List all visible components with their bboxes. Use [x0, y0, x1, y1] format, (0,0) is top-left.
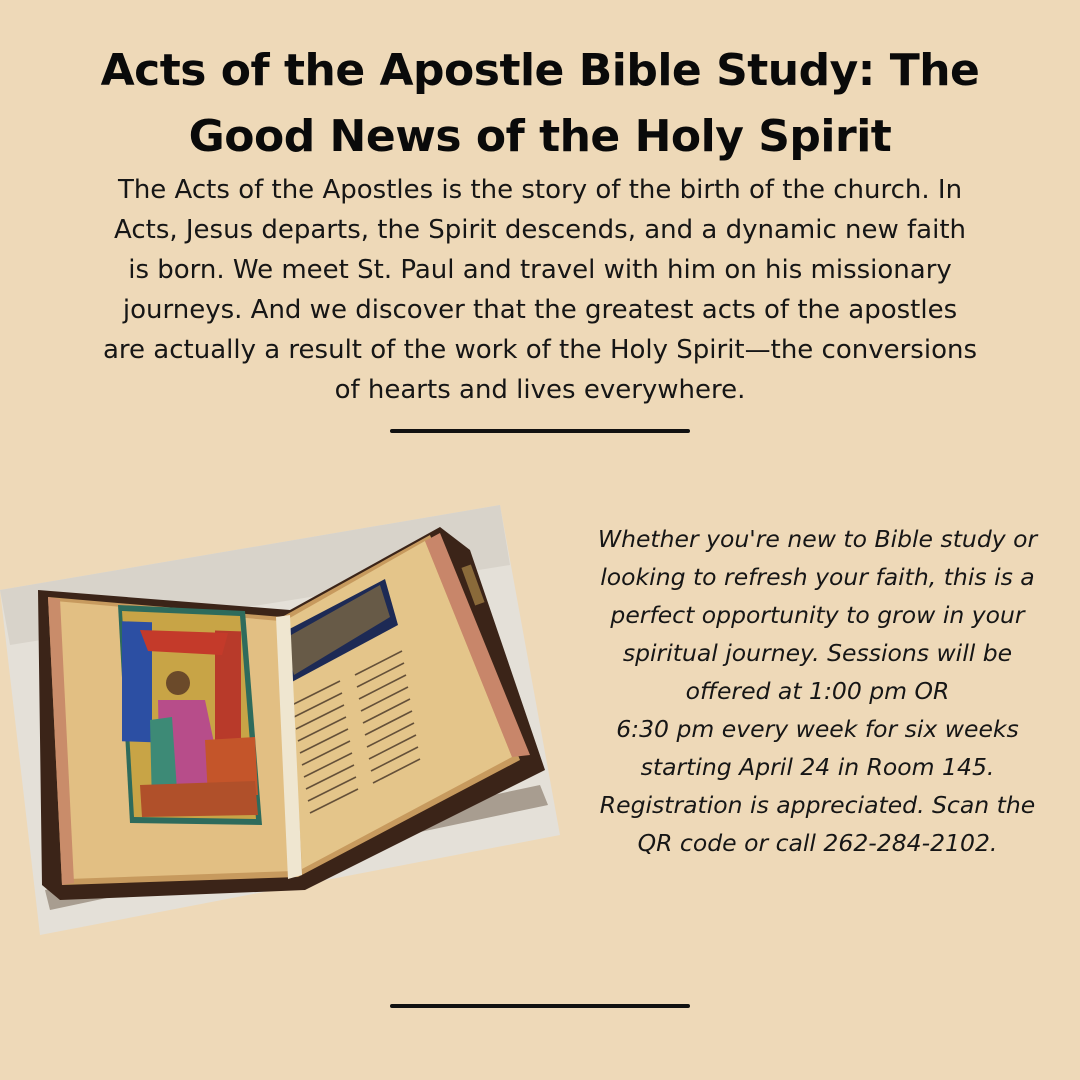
details-line: offered at 1:00 pm OR: [685, 677, 950, 705]
details-line: 6:30 pm every week for six weeks: [616, 715, 1019, 743]
intro-line: is born. We meet St. Paul and travel with him on his missionary: [128, 255, 952, 285]
title-line-2: Good News of the Holy Spirit: [188, 111, 892, 162]
details-line: Whether you're new to Bible study or: [597, 525, 1038, 553]
details-line: Registration is appreciated. Scan the: [599, 791, 1036, 819]
illuminated-manuscript-photo: [0, 505, 560, 935]
session-details: [560, 520, 1075, 862]
divider-bottom: [390, 1004, 690, 1008]
details-line: spiritual journey. Sessions will be: [622, 639, 1013, 667]
title-line-1: Acts of the Apostle Bible Study: The: [100, 45, 980, 96]
intro-paragraph: [80, 170, 1000, 410]
intro-line: of hearts and lives everywhere.: [334, 375, 746, 405]
details-line: looking to refresh your faith, this is a: [600, 563, 1035, 591]
intro-line: journeys. And we discover that the greatest acts of the apostles: [122, 295, 958, 325]
divider-top: [390, 429, 690, 433]
intro-line: Acts, Jesus departs, the Spirit descends, and a dynamic new faith: [114, 215, 966, 245]
page-title: [60, 38, 1020, 170]
details-line: starting April 24 in Room 145.: [640, 753, 995, 781]
intro-line: The Acts of the Apostles is the story of the birth of the church. In: [117, 175, 963, 205]
details-line: perfect opportunity to grow in your: [610, 601, 1025, 629]
intro-line: are actually a result of the work of the Holy Spirit—the conversions: [102, 335, 978, 365]
details-line: QR code or call 262-284-2102.: [637, 829, 998, 857]
